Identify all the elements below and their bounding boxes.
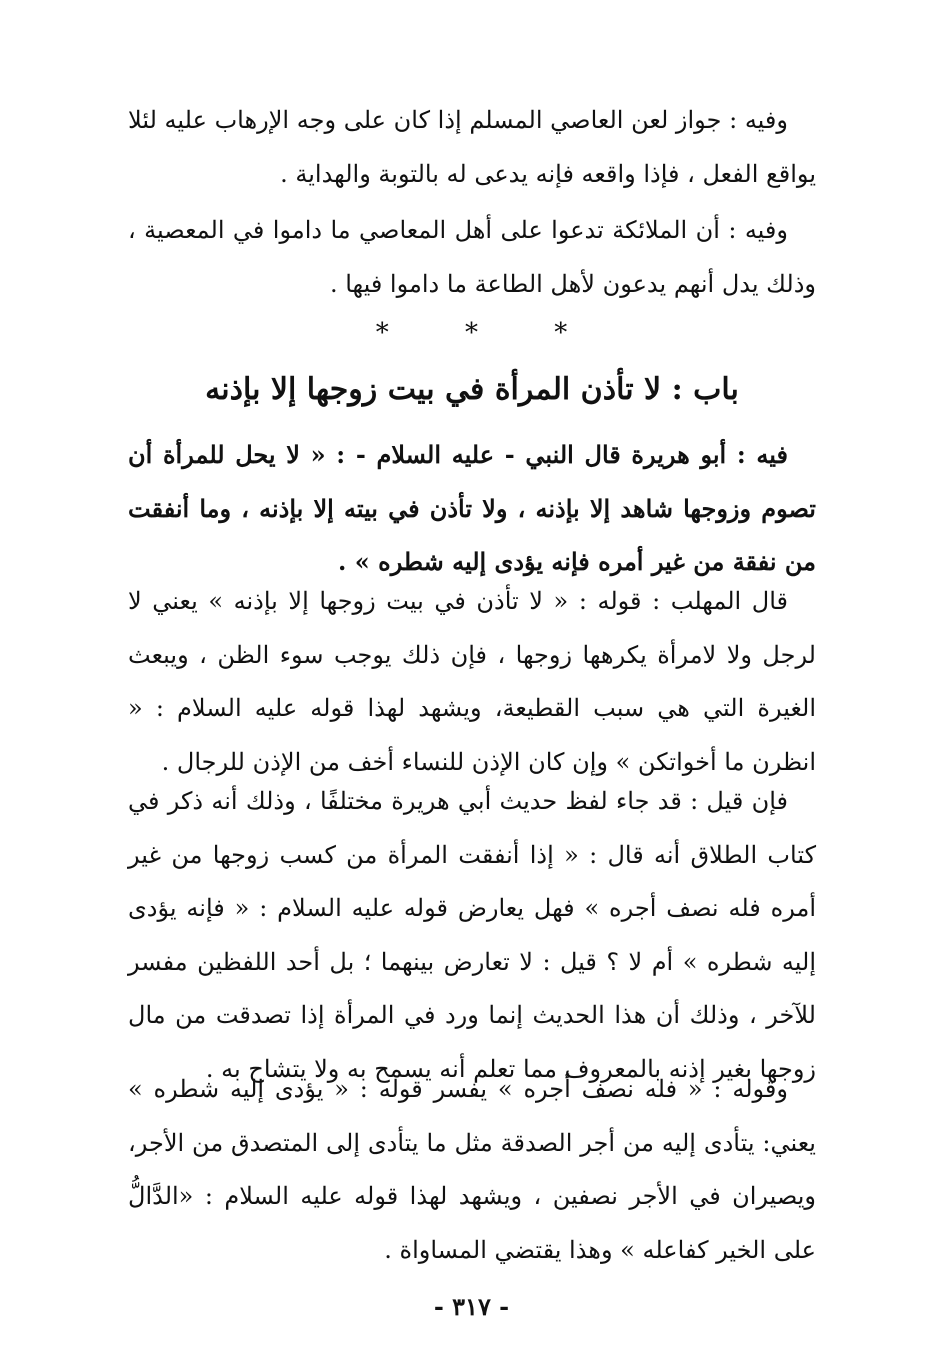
chapter-title: باب : لا تأذن المرأة في بيت زوجها إلا بإذنه: [205, 372, 739, 407]
separator-star-icon: *: [465, 318, 478, 348]
page-number: - ٣١٧ -: [433, 1292, 510, 1321]
paragraph-muhallab-commentary: قال المهلب : قوله : « لا تأذن في بيت زوجها إلا بإذنه » يعني لا لرجل ولا لامرأة يكرهها زوجها ، فإن ذلك يوجب سوء الظن ، ويبعث الغيرة التي هي سبب القطيعة، ويشهد لهذا قوله عليه السلام : « انظرن ما أخواتكن » وإن كان الإذن للنساء أخف من الإذن للرجال .: [128, 587, 816, 776]
section-separator: [0, 318, 943, 348]
paragraph-objection-answer: فإن قيل : قد جاء لفظ حديث أبي هريرة مختلفًا ، وذلك أنه ذكر في كتاب الطلاق أنه قال : « إذا أنفقت المرأة من كسب زوجها من غير أمره فله نصف أجره » فهل يعارض قوله عليه السلام : « فإنه يؤدى إليه شطره » أم لا ؟ قيل : لا تعارض بينهما ؛ بل أحد اللفظين مفسر للآخر ، وذلك أن هذا الحديث إنما ورد في المرأة إذا تصدقت من مال زوجها بغير إذنه بالمعروف مما تعلم أنه يسمح به ولا يتشاح به .: [128, 787, 817, 1083]
paragraph-half-reward: وقوله : « فله نصف أجره » يفسر قوله : « يؤدى إليه شطره » يعني: يتأدى إليه من أجر الصدقة مثل ما يتأدى إلى المتصدق من الأجر، ويصيران في الأجر نصفين ، ويشهد لهذا قوله عليه السلام : «الدَّالُّ على الخير كفاعله » وهذا يقتضي المساواة .: [128, 1075, 816, 1264]
paragraph-angels-supplication: وفيه : أن الملائكة تدعوا على أهل المعاصي ما داموا في المعصية ، وذلك يدل أنهم يدعون لأهل الطاعة ما داموا فيها .: [128, 216, 816, 298]
paragraph-cursing-sinner: وفيه : جواز لعن العاصي المسلم إذا كان على وجه الإرهاب عليه لئلا يواقع الفعل ، فإذا واقعه فإنه يدعى له بالتوبة والهداية .: [128, 106, 816, 188]
separator-star-icon: *: [375, 318, 389, 348]
separator-star-icon: *: [554, 318, 568, 348]
hadith-text: فيه : أبو هريرة قال النبي - عليه السلام - : « لا يحل للمرأة أن تصوم وزوجها شاهد إلا بإذنه ، ولا تأذن في بيته إلا بإذنه ، وما أنفقت من نفقة من غير أمره فإنه يؤدى إليه شطره » .: [128, 440, 816, 576]
